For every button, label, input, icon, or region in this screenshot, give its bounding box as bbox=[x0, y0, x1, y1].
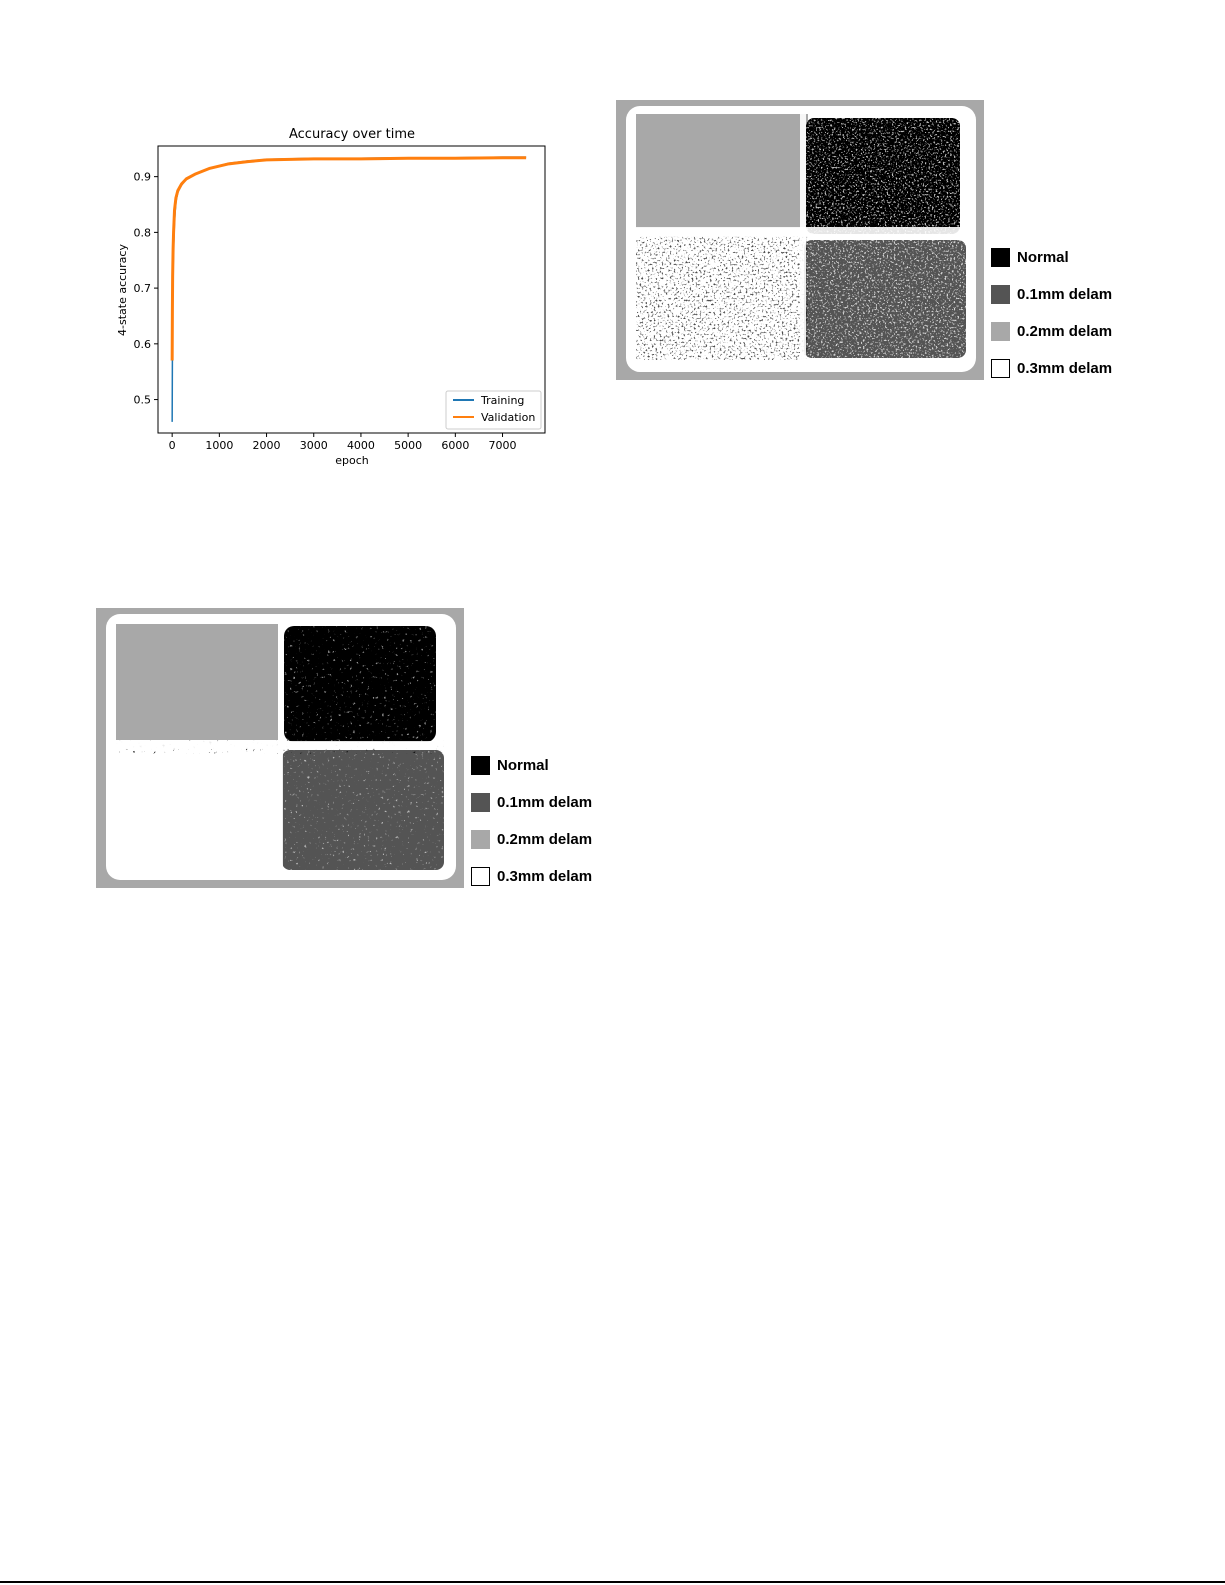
accuracy-chart bbox=[110, 118, 560, 473]
speckle-noise-light bbox=[806, 118, 966, 358]
legend-label-0.2mm: 0.2mm delam bbox=[1017, 323, 1113, 340]
y-tick-label: 0.6 bbox=[133, 337, 151, 351]
legend-item-0.2mm bbox=[991, 321, 1112, 342]
legend-item-normal bbox=[471, 755, 592, 776]
legend-label-0.1mm: 0.1mm delam bbox=[1017, 286, 1113, 303]
series-line-training bbox=[172, 157, 526, 422]
quadrant-0.2mm bbox=[116, 624, 278, 740]
x-tick-label: 7000 bbox=[488, 439, 517, 452]
map-1-legend bbox=[991, 247, 1112, 395]
map-2-legend bbox=[471, 755, 592, 903]
y-axis-label: 4-state accuracy bbox=[116, 244, 129, 336]
edge-band-vertical bbox=[800, 114, 806, 360]
legend-swatch-normal bbox=[471, 756, 490, 775]
legend-item-0.3mm bbox=[471, 866, 592, 887]
y-tick-label: 0.5 bbox=[133, 393, 151, 407]
x-tick-label: 5000 bbox=[394, 439, 423, 452]
legend-label-0.2mm: 0.2mm delam bbox=[497, 831, 593, 848]
x-axis-label: epoch bbox=[335, 454, 369, 467]
chart-title: Accuracy over time bbox=[289, 127, 415, 142]
legend-item-0.2mm bbox=[471, 829, 592, 850]
y-tick-label: 0.8 bbox=[133, 226, 151, 240]
series-line-validation bbox=[172, 158, 526, 361]
legend-item-0.1mm bbox=[991, 284, 1112, 305]
legend-label-training: Training bbox=[481, 394, 525, 407]
legend-swatch-0.3mm bbox=[471, 867, 490, 886]
legend-swatch-0.2mm bbox=[991, 322, 1010, 341]
legend-label-0.1mm: 0.1mm delam bbox=[497, 794, 593, 811]
y-tick-label: 0.9 bbox=[133, 170, 151, 184]
legend-swatch-0.1mm bbox=[471, 793, 490, 812]
legend-swatch-0.1mm bbox=[991, 285, 1010, 304]
legend-label-normal: Normal bbox=[1017, 249, 1069, 266]
legend-label-0.3mm: 0.3mm delam bbox=[1017, 360, 1113, 377]
legend-swatch-normal bbox=[991, 248, 1010, 267]
x-tick-label: 1000 bbox=[205, 439, 234, 452]
quadrant-0.2mm bbox=[636, 114, 808, 228]
speckle-noise-dark bbox=[636, 236, 808, 360]
legend-label-0.3mm: 0.3mm delam bbox=[497, 868, 593, 885]
legend-label-normal: Normal bbox=[497, 757, 549, 774]
x-tick-label: 2000 bbox=[252, 439, 281, 452]
legend-item-normal bbox=[991, 247, 1112, 268]
delamination-map-2 bbox=[96, 608, 464, 888]
x-tick-label: 6000 bbox=[441, 439, 470, 452]
legend-swatch-0.2mm bbox=[471, 830, 490, 849]
legend-item-0.3mm bbox=[991, 358, 1112, 379]
page-bottom-rule bbox=[0, 1581, 1225, 1583]
delamination-map-1 bbox=[616, 100, 984, 380]
plot-frame bbox=[158, 146, 545, 433]
x-tick-label: 0 bbox=[168, 439, 176, 452]
legend-item-0.1mm bbox=[471, 792, 592, 813]
edge-band-vertical bbox=[278, 622, 283, 872]
x-tick-label: 4000 bbox=[346, 439, 375, 452]
chart-legend bbox=[446, 391, 541, 429]
x-tick-label: 3000 bbox=[299, 439, 328, 452]
legend-label-validation: Validation bbox=[481, 411, 536, 424]
y-tick-label: 0.7 bbox=[133, 282, 151, 296]
quadrant-0.3mm bbox=[114, 748, 278, 872]
legend-swatch-0.3mm bbox=[991, 359, 1010, 378]
